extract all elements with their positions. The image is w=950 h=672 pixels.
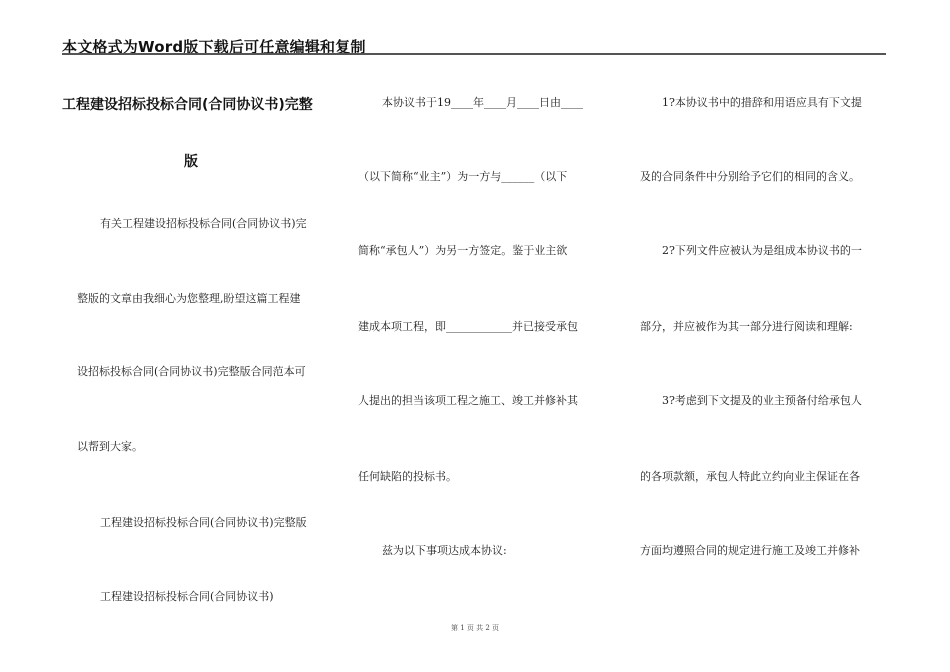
- middle-text-line: 兹为以下事项达成本协议:: [382, 544, 507, 557]
- page-number-footer: 第 1 页 共 2 页: [450, 624, 500, 632]
- middle-text-line: 简称“承包人”）为另一方签定。鉴于业主欲: [358, 244, 568, 257]
- middle-text-line: 人提出的担当该项工程之施工、竣工并修补其: [358, 394, 578, 407]
- middle-text-line: 建成本项工程，即____________并已接受承包: [358, 320, 578, 333]
- document-banner: 本文格式为Word版下载后可任意编辑和复制: [62, 38, 366, 56]
- right-text-line: 及的合同条件中分别给予它们的相同的含义。: [640, 170, 860, 183]
- right-text-line: 2?下列文件应被认为是组成本协议书的一: [662, 244, 862, 257]
- left-text-line: 有关工程建设招标投标合同(合同协议书)完: [100, 217, 307, 230]
- document-title-line-1: 工程建设招标投标合同(合同协议书)完整: [62, 97, 313, 113]
- middle-text-line: （以下简称“业主”）为一方与______（以下: [358, 170, 568, 183]
- left-text-line: 设招标投标合同(合同协议书)完整版合同范本可: [77, 365, 306, 378]
- left-text-line: 整版的文章由我细心为您整理,盼望这篇工程建: [77, 292, 301, 305]
- left-text-line: 工程建设招标投标合同(合同协议书): [100, 590, 274, 603]
- right-text-line: 方面均遵照合同的规定进行施工及竣工并修补: [640, 544, 860, 557]
- right-text-line: 的各项款额，承包人特此立约向业主保证在各: [640, 470, 860, 483]
- left-text-line: 以帮到大家。: [77, 440, 143, 453]
- header-divider: [62, 53, 886, 55]
- middle-text-line: 本协议书于19____年____月____日由____: [382, 96, 583, 109]
- document-title-line-2: 版: [184, 154, 198, 170]
- left-text-line: 工程建设招标投标合同(合同协议书)完整版: [100, 516, 307, 529]
- right-text-line: 部分，并应被作为其一部分进行阅读和理解:: [640, 320, 853, 333]
- middle-text-line: 任何缺陷的投标书。: [358, 470, 457, 483]
- right-text-line: 1?本协议书中的措辞和用语应具有下文提: [662, 96, 862, 109]
- right-text-line: 3?考虑到下文提及的业主预备付给承包人: [662, 394, 862, 407]
